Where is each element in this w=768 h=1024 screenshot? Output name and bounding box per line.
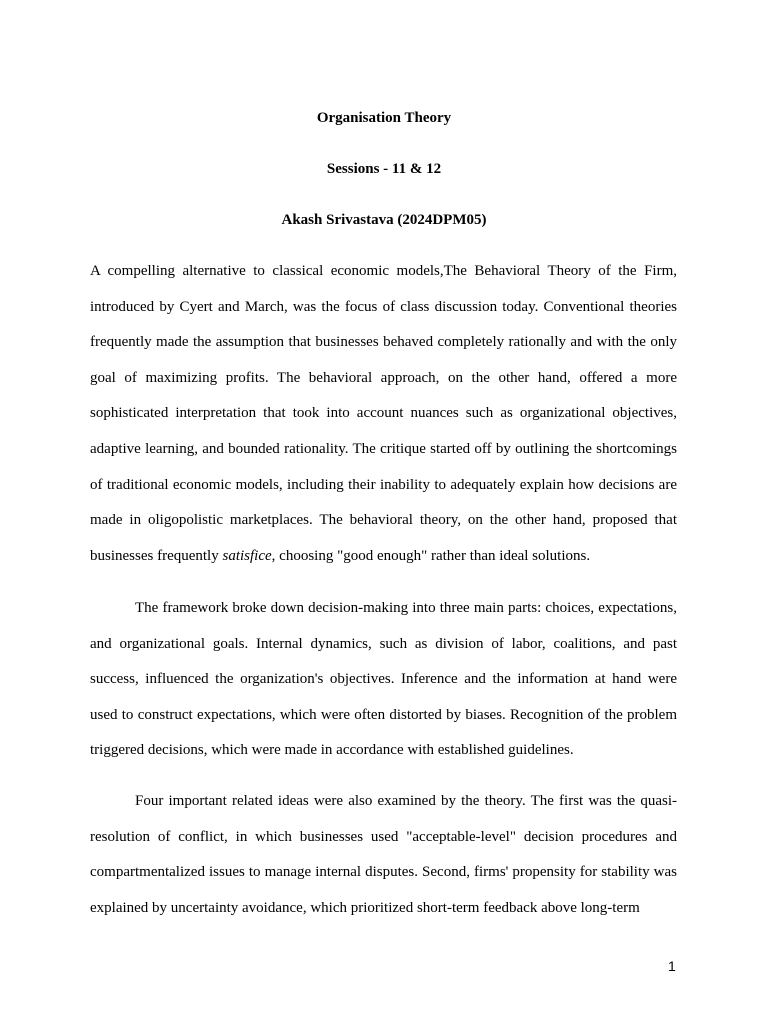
paragraph-1-text-end: , choosing "good enough" rather than ideal solutions. bbox=[271, 547, 591, 564]
document-title: Organisation Theory bbox=[316, 110, 452, 126]
page-number: 1 bbox=[668, 958, 676, 974]
author-heading: Akash Srivastava (2024DPM05) bbox=[281, 212, 487, 228]
session-heading: Sessions - 11 & 12 bbox=[326, 161, 442, 177]
paragraph-2: The framework broke down decision-making into three main parts: choices, expectations, and organizational goals. Internal dynamics, such as division of labor, coalitions, and past success, influenced the organization's objectives. Inference and the information at hand were used to construct expectations, which were often distorted by biases. Recognition of the problem triggered decisions, which were made in accordance with established guidelines. bbox=[90, 600, 677, 759]
paragraph-1-text-start: A compelling alternative to classical economic models,The Behavioral Theory of the Firm, introduced by Cyert and March, was the focus of class discussion today. Conventional theories frequently made the assumption that businesses behaved completely rationally and with the only goal of maximizing profits. The behavioral approach, on the other hand, offered a more sophisticated interpretation that took into account nuances such as organizational objectives, adaptive learning, and bounded rationality. The critique started off by outlining the shortcomings of traditional economic models, including their inability to adequately explain how decisions are made in oligopolistic marketplaces. The behavioral theory, on the other hand, proposed that businesses frequently bbox=[90, 263, 677, 564]
italic-term: satisfice bbox=[222, 547, 272, 564]
paragraph-3: Four important related ideas were also examined by the theory. The first was the quasi-resolution of conflict, in which businesses used "acceptable-level" decision procedures and compartmentalized issues to manage internal disputes. Second, firms' propensity for stability was explained by uncertainty avoidance, which prioritized short-term feedback above long-term bbox=[90, 793, 677, 916]
paragraph-1 bbox=[90, 254, 677, 574]
